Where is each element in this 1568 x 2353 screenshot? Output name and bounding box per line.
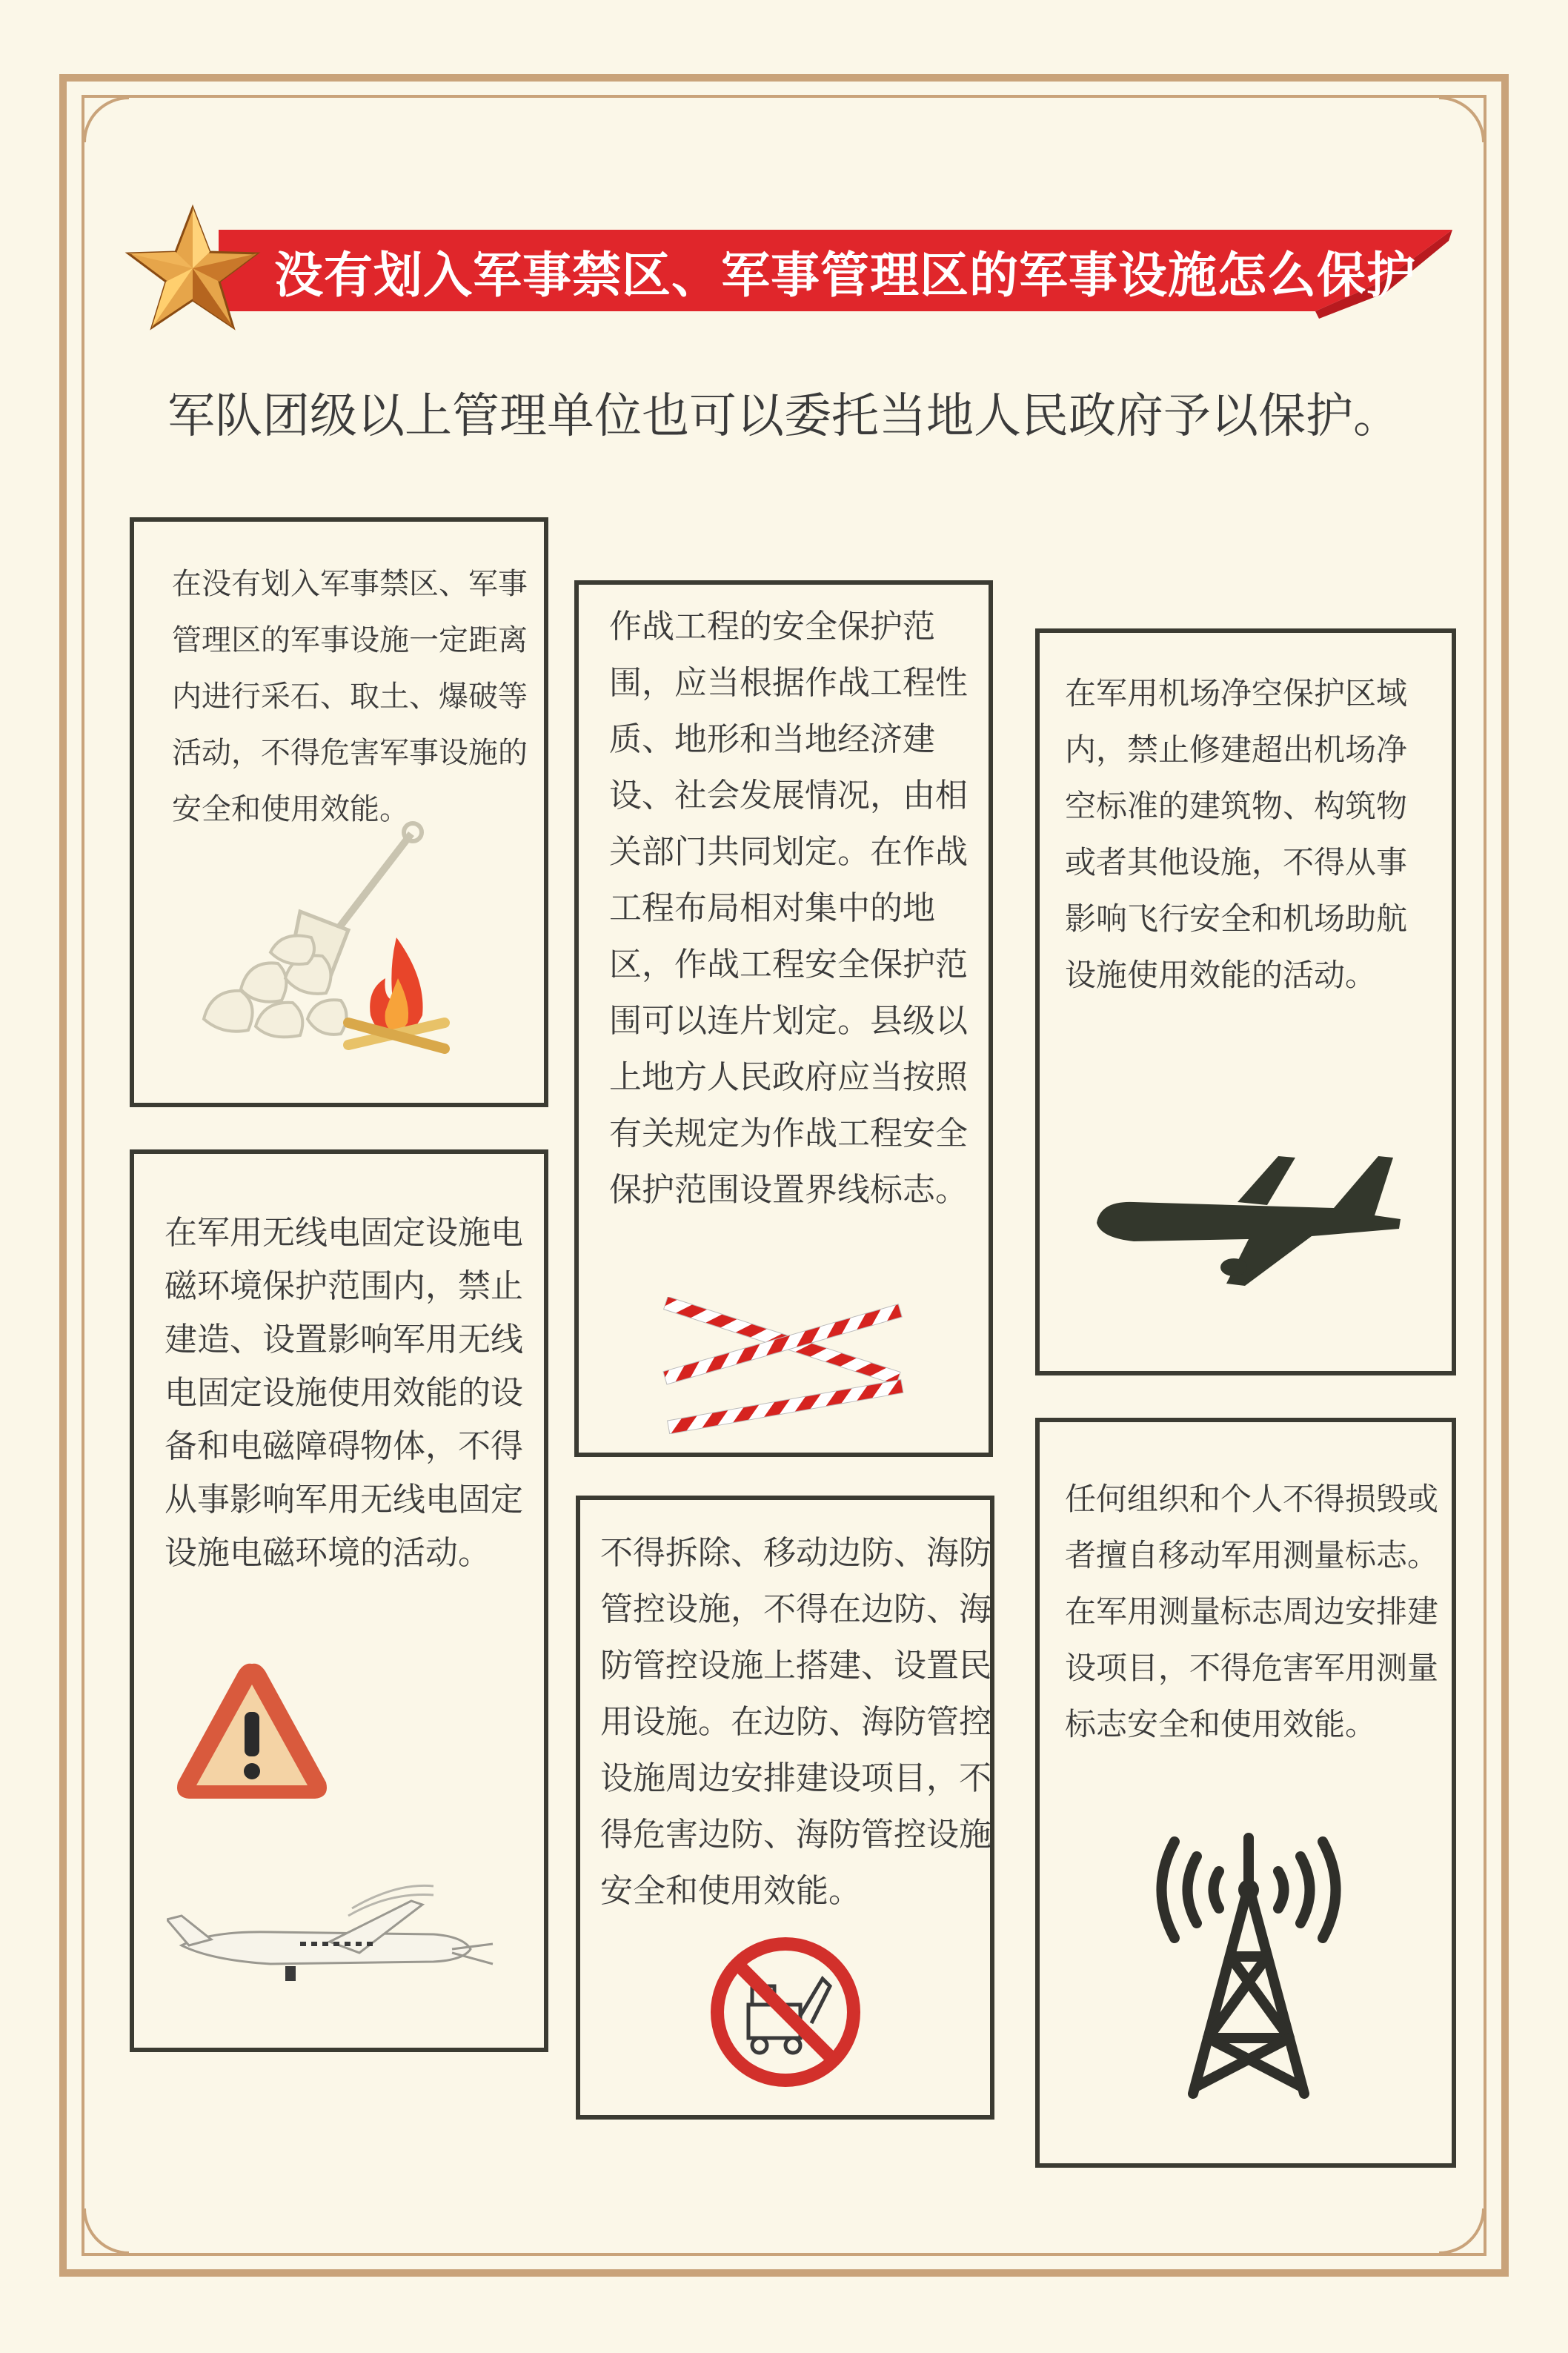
corner-ornament-top-left [84, 98, 129, 142]
caution-tape-icon [660, 1297, 904, 1434]
campfire-icon [337, 934, 456, 1060]
page-title: 没有划入军事禁区、军事管理区的军事设施怎么保护 [274, 247, 1416, 304]
card-engineering-text: 作战工程的安全保护范围，应当根据作战工程性质、地形和当地经济建设、社会发展情况，由相关部门共同划定。在作战工程布局相对集中的地区，作战工程安全保护范围可以连片划定。县级以上地方人民政府应当按照有关规定为作战工程安全保护范围设置界线标志。 [609, 608, 968, 1209]
corner-ornament-bottom-right [1439, 2208, 1484, 2253]
radio-tower-icon [1149, 1831, 1349, 2105]
card-airport-text: 在军用机场净空保护区域内，禁止修建超出机场净空标准的建筑物、构筑物或者其他设施，不得从事影响飞行安全和机场助航设施使用效能的活动。 [1065, 675, 1408, 993]
page-subtitle: 军队团级以上管理单位也可以委托当地人民政府予以保护。 [167, 389, 1401, 444]
card-radio-text: 在军用无线电固定设施电磁环境保护范围内，禁止建造、设置影响军用无线电固定设施使用效能的设备和电磁障碍物体，不得从事影响军用无线电固定设施电磁环境的活动。 [165, 1214, 523, 1572]
card-survey-text: 任何组织和个人不得损毁或者擅自移动军用测量标志。在军用测量标志周边安排建设项目，不得危害军用测量标志安全和使用效能。 [1065, 1481, 1439, 1742]
corner-ornament-bottom-left [84, 2208, 129, 2253]
airplane-icon [1089, 1141, 1408, 1290]
propeller-plane-icon [167, 1879, 500, 1997]
corner-ornament-top-right [1439, 98, 1484, 142]
prohibited-construction-icon [708, 1934, 863, 2090]
warning-triangle-icon [170, 1656, 333, 1805]
card-border-text: 不得拆除、移动边防、海防管控设施，不得在边防、海防管控设施上搭建、设置民用设施。在边防、海防管控设施周边安排建设项目，不得危害边防、海防管控设施安全和使用效能。 [600, 1534, 991, 1910]
card-quarry-text: 在没有划入军事禁区、军事管理区的军事设施一定距离内进行采石、取土、爆破等活动，不得危害军事设施的安全和使用效能。 [172, 567, 528, 826]
